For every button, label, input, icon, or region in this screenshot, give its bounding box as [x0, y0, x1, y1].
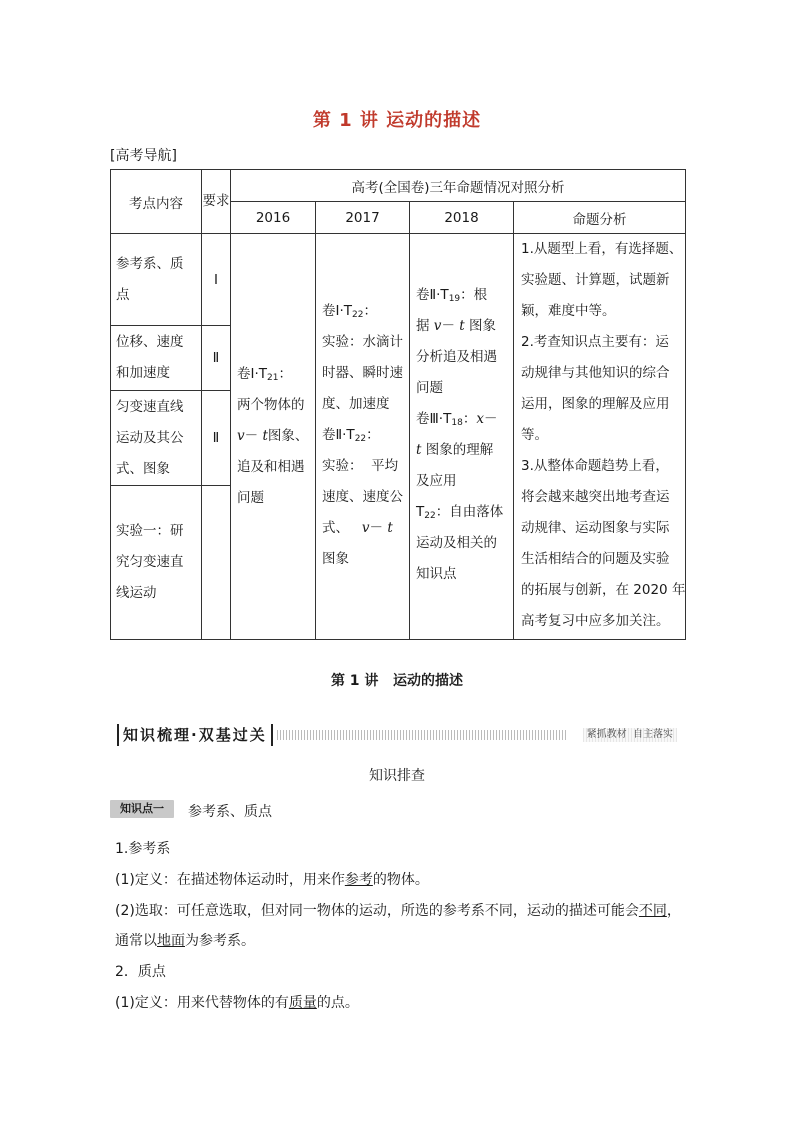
para-mass-point-def: (1)定义：用来代替物体的有质量的点。	[115, 995, 359, 1011]
para-reference-frame: 1.参考系	[115, 841, 171, 857]
yaoqiu-1: Ⅰ	[202, 234, 231, 326]
cell-analysis: 1.从题型上看，有选择题、 实验题、计算题，试题新 颖，难度中等。 2.考查知识点主要有：运 动规律与其他知识的综合 运用，图象的理解及应用 等。 3.从整体命题趋势上看， 将会越来越突出地考查运 动规律、运动图象与实际 生活相结合的问题及实验 的拓展与创新，在 2020 年 高考复习中应多加关注。	[514, 234, 686, 640]
yaoqiu-2: Ⅱ	[202, 326, 231, 391]
knowledge-point-badge: 知识点一	[110, 800, 174, 818]
gaokao-nav-label: [高考导航]	[110, 148, 177, 164]
knowledge-point-title: 参考系、质点	[188, 804, 272, 820]
para-mass-point: 2．质点	[115, 964, 166, 980]
page-title: 第 1 讲 运动的描述	[312, 110, 482, 131]
para-selection-cont: 通常以地面为参考系。	[115, 933, 255, 949]
kaodian-3: 匀变速直线运动及其公式、图象	[111, 391, 202, 486]
section-banner	[117, 724, 677, 746]
header-analysis: 命题分析	[514, 202, 686, 234]
yaoqiu-3: Ⅱ	[202, 391, 231, 486]
banner-pattern	[277, 730, 567, 740]
header-2017: 2017	[316, 202, 410, 234]
header-yaoqiu: 要求	[202, 170, 231, 234]
header-2018: 2018	[410, 202, 514, 234]
banner-left-label: 知识梳理·双基过关	[117, 724, 273, 746]
lecture-subtitle: 第 1 讲 运动的描述	[330, 673, 464, 689]
para-selection: (2)选取：可任意选取，但对同一物体的运动，所选的参考系不同，运动的描述可能会不同，	[115, 903, 681, 919]
cell-2017: 卷$Ⅰ\cdot T_{22}$： 实验：水滴计 时器、瞬时速 度、加速度 卷$Ⅱ\cdot T_{22}$： 实验： 平均 速度、速度公 式、 v－ t 图象	[316, 234, 410, 640]
section-heading: 知识排查	[369, 768, 425, 784]
cell-2016: 卷$Ⅰ\cdot T_{21}$： 两个物体的 v－ t图象、 追及和相遇 问题	[231, 234, 316, 640]
kaodian-2: 位移、速度和加速度	[111, 326, 202, 391]
exam-analysis-table	[110, 169, 686, 640]
kaodian-1: 参考系、质点	[111, 234, 202, 326]
kaodian-4: 实验一：研究匀变速直线运动	[111, 486, 202, 640]
header-2016: 2016	[231, 202, 316, 234]
header-kaodian: 考点内容	[111, 170, 202, 234]
cell-2018: 卷$Ⅱ\cdot T_{19}$：根 据 v－ t 图象 分析追及相遇 问题 卷$Ⅲ\cdot T_{18}$：x－ t 图象的理解 及应用 $T_{22}$：自由落体 运动及相关的 知识点	[410, 234, 514, 640]
banner-right-label: 紧抓教材 自主落实	[583, 728, 677, 742]
header-group: 高考(全国卷)三年命题情况对照分析	[231, 170, 686, 202]
yaoqiu-4	[202, 486, 231, 640]
para-definition: (1)定义：在描述物体运动时，用来作参考的物体。	[115, 872, 429, 888]
